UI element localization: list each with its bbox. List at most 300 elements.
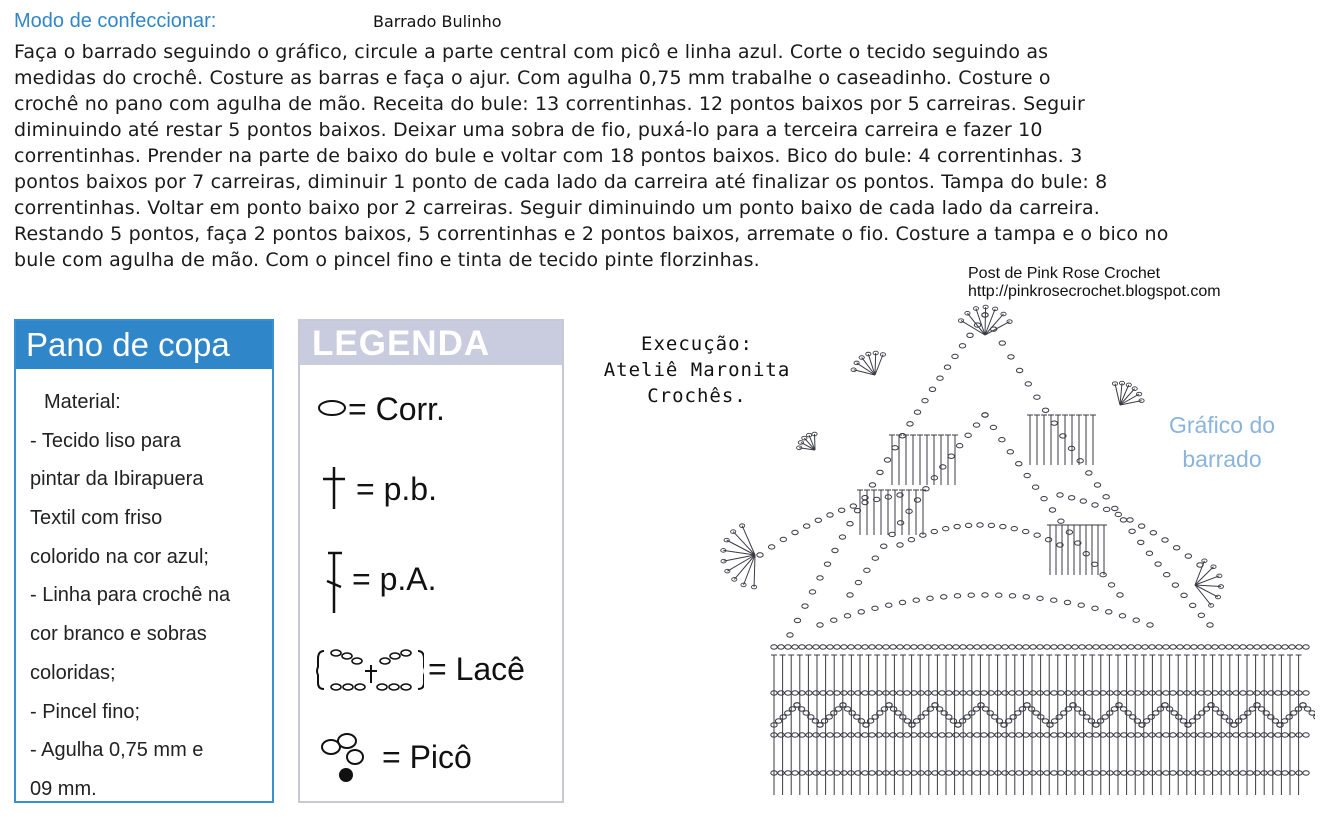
chain-stitch [844, 707, 850, 711]
chain-stitch [1066, 530, 1072, 534]
chain-stitch [1142, 691, 1148, 695]
chain-stitch [1100, 645, 1106, 649]
chain-stitch [1024, 473, 1030, 477]
fan-stitch [875, 354, 883, 375]
chain-stitch [999, 437, 1005, 441]
materials-line: - Pincel fino; [30, 700, 141, 723]
chain-stitch [1000, 524, 1006, 528]
chain-stitch [941, 595, 947, 599]
chain-stitch [1120, 518, 1126, 522]
chain-stitch [886, 603, 892, 607]
chain-stitch [1037, 645, 1043, 649]
chain-stitch [1077, 459, 1083, 463]
chart-title-line: Gráfico do [1168, 412, 1276, 438]
chain-stitch [792, 645, 798, 649]
fan-stitch [733, 532, 755, 555]
pattern-name: Barrado Bulinho [373, 12, 502, 31]
chain-stitch [1147, 623, 1153, 627]
instruction-line: correntinhas. Voltar em ponto baixo por 2 carreiras. Seguir diminuindo um ponto baixo de cada lado da carreira. [14, 197, 1100, 219]
chain-stitch [974, 771, 980, 775]
chain-stitch [981, 771, 987, 775]
chain-stitch [1247, 733, 1253, 737]
chain-stitch [1084, 715, 1090, 719]
chain-stitch [1142, 733, 1148, 737]
chain-stitch [1138, 540, 1144, 544]
chain-stitch [1011, 526, 1017, 530]
chain-stitch [886, 703, 892, 707]
chain-stitch [834, 733, 840, 737]
legend-label-lace: = Lacê [428, 651, 525, 687]
chain-stitch [1254, 703, 1260, 707]
chain-stitch [881, 707, 887, 711]
chain-stitch [944, 365, 950, 369]
chain-stitch [1142, 645, 1148, 649]
chain-stitch [1191, 645, 1197, 649]
chain-stitch [1291, 711, 1297, 715]
chain-stitch [780, 715, 786, 719]
chain-stitch [918, 691, 924, 695]
chain-stitch [923, 711, 929, 715]
chain-stitch [1191, 771, 1197, 775]
chain-stitch [1247, 691, 1253, 695]
chain-stitch [1148, 715, 1154, 719]
chain-stitch [1051, 645, 1057, 649]
chain-stitch [1058, 733, 1064, 737]
chain-stitch [785, 771, 791, 775]
chain-stitch [1114, 691, 1120, 695]
chain-stitch [1208, 703, 1214, 707]
chain-stitch [1047, 723, 1053, 727]
instruction-line: diminuindo até restar 5 pontos baixos. Deixar uma sobra de fio, puxá-lo para a terceira carreira e fazer 10 [14, 119, 1043, 141]
chain-stitch [1078, 603, 1084, 607]
chain-stitch [817, 723, 823, 727]
chain-stitch [946, 691, 952, 695]
chain-stitch [1128, 771, 1134, 775]
chain-stitch [1303, 771, 1309, 775]
chain-stitch [809, 590, 815, 594]
chain-stitch [812, 719, 818, 723]
chain-stitch [1226, 645, 1232, 649]
chain-stitch [1049, 508, 1055, 512]
chain-stitch [939, 733, 945, 737]
materials-line: 09 mm. [30, 777, 97, 800]
chain-stitch [1149, 645, 1155, 649]
picot-loop [958, 319, 963, 323]
chain-stitch [813, 771, 819, 775]
chain-stitch [1275, 771, 1281, 775]
chain-stitch [1240, 771, 1246, 775]
chain-stitch [792, 530, 798, 534]
chain-stitch [1231, 723, 1237, 727]
chain-stitch [848, 645, 854, 649]
chain-stitch [925, 733, 931, 737]
execution-line: Crochês. [647, 385, 747, 407]
chain-stitch [1296, 645, 1302, 649]
chain-stitch [1205, 691, 1211, 695]
chain-stitch [1116, 703, 1122, 707]
chain-stitch [1056, 715, 1062, 719]
chain-stitch [1254, 691, 1260, 695]
chain-stitch [869, 771, 875, 775]
chain-stitch [1245, 711, 1251, 715]
chain-stitch [817, 576, 823, 580]
chain-stitch [778, 771, 784, 775]
chain-stitch [899, 434, 905, 438]
chain-stitch [1023, 645, 1029, 649]
chain-stitch [1034, 533, 1040, 537]
legend-box [298, 319, 564, 803]
materials-line: colorido na cor azul; [30, 545, 209, 568]
materials-line: Textil com friso [30, 507, 163, 530]
chain-stitch [827, 771, 833, 775]
chain-stitch [1108, 583, 1114, 587]
chain-stitch [1016, 733, 1022, 737]
chain-stitch [1010, 715, 1016, 719]
legend-label-double: = p.A. [352, 561, 437, 597]
chain-stitch [1146, 551, 1152, 555]
chain-stitch [1103, 507, 1109, 511]
chain-stitch [953, 733, 959, 737]
chain-stitch [1170, 733, 1176, 737]
fan-stitch [754, 555, 755, 587]
chain-stitch [1198, 645, 1204, 649]
chain-stitch [1093, 645, 1099, 649]
chain-stitch [1079, 645, 1085, 649]
chain-stitch [1138, 524, 1144, 528]
chain-stitch [1079, 771, 1085, 775]
chain-stitch [897, 691, 903, 695]
chain-stitch [987, 711, 993, 715]
chain-stitch [974, 645, 980, 649]
chain-stitch [925, 771, 931, 775]
chain-stitch [881, 544, 887, 548]
double-crochet-stitch-icon [314, 549, 354, 619]
chain-stitch [841, 645, 847, 649]
chain-stitch [1051, 733, 1057, 737]
chain-stitch [1135, 733, 1141, 737]
chain-stitch [862, 691, 868, 695]
chain-stitch [1135, 771, 1141, 775]
chain-stitch [1079, 733, 1085, 737]
chain-stitch [827, 733, 833, 737]
chain-stitch [775, 719, 781, 723]
chain-stitch [876, 645, 882, 649]
picot-loop [1136, 392, 1141, 396]
chain-stitch [1162, 538, 1168, 542]
chain-stitch [1170, 645, 1176, 649]
chain-stitch [1106, 610, 1112, 614]
chain-stitch [1142, 771, 1148, 775]
chain-stitch [813, 733, 819, 737]
chain-stitch [1219, 691, 1225, 695]
chain-stitch [1247, 771, 1253, 775]
chain-stitch [813, 645, 819, 649]
chain-stitch [1107, 645, 1113, 649]
chain-stitch [890, 707, 896, 711]
chain-stitch [869, 483, 875, 487]
chain-stitch [897, 733, 903, 737]
chain-stitch [904, 719, 910, 723]
chain-stitch [1240, 733, 1246, 737]
chain-stitch [834, 771, 840, 775]
chain-stitch [1068, 496, 1074, 500]
chain-stitch [892, 446, 898, 450]
legend-label-single: = p.b. [356, 471, 437, 507]
chain-stitch [992, 715, 998, 719]
chain-stitch [1300, 703, 1306, 707]
chain-stitch [1107, 691, 1113, 695]
chain-stitch [832, 548, 838, 552]
chain-stitch [1198, 733, 1204, 737]
chain-stitch [794, 618, 800, 622]
chain-stitch [1303, 691, 1309, 695]
chain-stitch [1079, 691, 1085, 695]
chain-stitch [1065, 691, 1071, 695]
chain-stitch [1191, 691, 1197, 695]
chain-stitch [1156, 645, 1162, 649]
credit-url[interactable]: http://pinkrosecrochet.blogspot.com [968, 283, 1221, 300]
instruction-line: Faça o barrado seguindo o gráfico, circule a parte central com picô e linha azul. Corte o tecido seguindo as [14, 41, 1049, 63]
chain-stitch [785, 711, 791, 715]
chain-stitch [1103, 495, 1109, 499]
chain-stitch [1120, 707, 1126, 711]
chain-stitch [1157, 707, 1163, 711]
chain-stitch [1032, 485, 1038, 489]
chain-stitch [855, 580, 861, 584]
chain-stitch [931, 529, 937, 533]
chain-stitch [918, 733, 924, 737]
chain-stitch [858, 610, 864, 614]
chain-stitch [982, 593, 988, 597]
chain-stitch [1155, 562, 1161, 566]
fan-stitch [961, 321, 985, 335]
chain-stitch [1240, 715, 1246, 719]
chain-stitch [1309, 711, 1315, 715]
chain-stitch [982, 707, 988, 711]
chain-stitch [1065, 645, 1071, 649]
chain-stitch [978, 703, 984, 707]
chain-stitch [1016, 368, 1022, 372]
chain-stitch [1163, 771, 1169, 775]
chain-stitch [1191, 733, 1197, 737]
instructions-text [14, 39, 1314, 273]
chain-stitch [973, 423, 979, 427]
chain-stitch [806, 771, 812, 775]
chain-stitch [841, 691, 847, 695]
chain-stitch [1173, 546, 1179, 550]
chain-stitch [1042, 719, 1048, 723]
chain-stitch [1150, 531, 1156, 535]
chain-stitch [1275, 733, 1281, 737]
chain-stitch [1171, 711, 1177, 715]
instruction-line: pontos baixos por 7 carreiras, diminuir 1 ponto de cada lado da carreira até finalizar os pontos. Tampa do bule: 8 [14, 171, 1108, 193]
chain-stitch [965, 433, 971, 437]
chain-stitch [1162, 703, 1168, 707]
chain-stitch [967, 333, 973, 337]
legend-row-picot [300, 727, 560, 787]
fan-stitch [985, 307, 986, 335]
chain-stitch [1281, 719, 1287, 723]
chain-stitch [1051, 421, 1057, 425]
chain-stitch [806, 691, 812, 695]
chain-stitch [996, 593, 1002, 597]
chain-stitch [780, 537, 786, 541]
chain-stitch [862, 771, 868, 775]
chain-stitch [792, 771, 798, 775]
chain-stitch [904, 771, 910, 775]
chain-stitch [1233, 645, 1239, 649]
chain-stitch [1117, 593, 1123, 597]
chain-stitch [1254, 733, 1260, 737]
chain-stitch [968, 593, 974, 597]
chain-stitch [973, 707, 979, 711]
materials-line: - Linha para crochê na [30, 584, 231, 607]
chain-stitch [1163, 733, 1169, 737]
chain-stitch [817, 623, 823, 627]
chain-stitch [1112, 506, 1118, 510]
chain-stitch [889, 532, 895, 536]
chain-stitch [806, 733, 812, 737]
chain-stitch [982, 413, 988, 417]
chain-stitch [965, 523, 971, 527]
chain-stitch [1023, 595, 1029, 599]
chain-stitch [908, 537, 914, 541]
chain-stitch [785, 733, 791, 737]
legend-label-picot: = Picô [382, 739, 472, 775]
fan-stitch [985, 322, 1010, 335]
chain-stitch [911, 645, 917, 649]
chain-stitch [883, 645, 889, 649]
chain-stitch [841, 733, 847, 737]
chain-stitch [1025, 382, 1031, 386]
fan-stitch [1115, 384, 1120, 405]
chain-stitch [890, 691, 896, 695]
chain-stitch [1102, 715, 1108, 719]
chain-stitch [954, 524, 960, 528]
chain-stitch [806, 645, 812, 649]
chain-stitch [939, 645, 945, 649]
materials-line: coloridas; [30, 661, 116, 684]
chain-stitch [1303, 733, 1309, 737]
picot-loop [1217, 574, 1222, 578]
picot-loop [965, 311, 970, 315]
chain-stitch [1128, 691, 1134, 695]
chain-stitch [858, 719, 864, 723]
chain-stitch [1058, 519, 1064, 523]
chain-stitch [1045, 537, 1051, 541]
chain-stitch [1128, 733, 1134, 737]
chain-stitch [1129, 529, 1135, 533]
picot-loop [1209, 604, 1214, 608]
chain-stitch [959, 719, 965, 723]
chain-stitch [1051, 598, 1057, 602]
chain-stitch [953, 645, 959, 649]
chain-stitch [1007, 450, 1013, 454]
chain-stitch [1044, 645, 1050, 649]
fan-stitch [744, 555, 755, 585]
chain-stitch [849, 711, 855, 715]
chain-stitch [1249, 707, 1255, 711]
chain-stitch [789, 707, 795, 711]
picot-loop [1132, 387, 1137, 391]
materials-line: cor branco e sobras [30, 623, 207, 646]
chain-stitch [869, 691, 875, 695]
chain-stitch [826, 715, 832, 719]
legend-row-double [300, 549, 560, 609]
chain-stitch [794, 703, 800, 707]
chain-stitch [1282, 691, 1288, 695]
chain-stitch [890, 771, 896, 775]
chain-stitch [946, 715, 952, 719]
chart-title-line: barrado [1182, 446, 1262, 472]
chain-stitch [847, 522, 853, 526]
chain-stitch [988, 523, 994, 527]
materials-box [14, 319, 274, 803]
chain-stitch [1164, 573, 1170, 577]
chain-stitch [1009, 733, 1015, 737]
chain-stitch [1226, 691, 1232, 695]
chain-stitch [960, 645, 966, 649]
chain-stitch [897, 543, 903, 547]
chain-stitch [824, 562, 830, 566]
chain-stitch [1114, 645, 1120, 649]
chain-stitch [827, 691, 833, 695]
chain-stitch [1219, 771, 1225, 775]
chain-stitch [1107, 771, 1113, 775]
chain-stitch [1064, 600, 1070, 604]
chain-stitch [1030, 645, 1036, 649]
chain-stitch [827, 513, 833, 517]
picot-icon [314, 727, 374, 791]
chain-stitch [1303, 645, 1309, 649]
chain-stitch [918, 771, 924, 775]
chain-stitch [1002, 645, 1008, 649]
chain-stitch [1002, 691, 1008, 695]
chain-stitch [1226, 771, 1232, 775]
chain-stitch [946, 771, 952, 775]
chain-stitch [1093, 771, 1099, 775]
materials-line: Material: [44, 391, 121, 413]
chain-stitch [1016, 771, 1022, 775]
chain-stitch [1254, 645, 1260, 649]
fan-stitch [1195, 576, 1219, 585]
chain-stitch [1033, 711, 1039, 715]
chain-stitch [1107, 733, 1113, 737]
chain-stitch [1009, 771, 1015, 775]
materials-title: Pano de copa [16, 321, 272, 369]
chain-stitch [1093, 733, 1099, 737]
single-crochet-cross-icon [314, 459, 354, 519]
chain-stitch [1086, 771, 1092, 775]
chain-stitch [922, 398, 928, 402]
chain-stitch [1111, 707, 1117, 711]
chain-stitch [1282, 733, 1288, 737]
chain-stitch [835, 707, 841, 711]
chain-stitch [831, 618, 837, 622]
chain-stitch [850, 504, 856, 508]
chain-stitch [787, 633, 793, 637]
chain-stitch [1314, 715, 1315, 719]
chain-stitch [785, 645, 791, 649]
chain-stitch [1170, 771, 1176, 775]
chain-stitch [1184, 645, 1190, 649]
picot-loop [1215, 595, 1220, 599]
credit-post: Post de Pink Rose Crochet [968, 265, 1161, 282]
chain-stitch [1268, 645, 1274, 649]
fan-stitch [742, 526, 755, 555]
chain-stitch [1009, 645, 1015, 649]
chain-stitch [1051, 691, 1057, 695]
